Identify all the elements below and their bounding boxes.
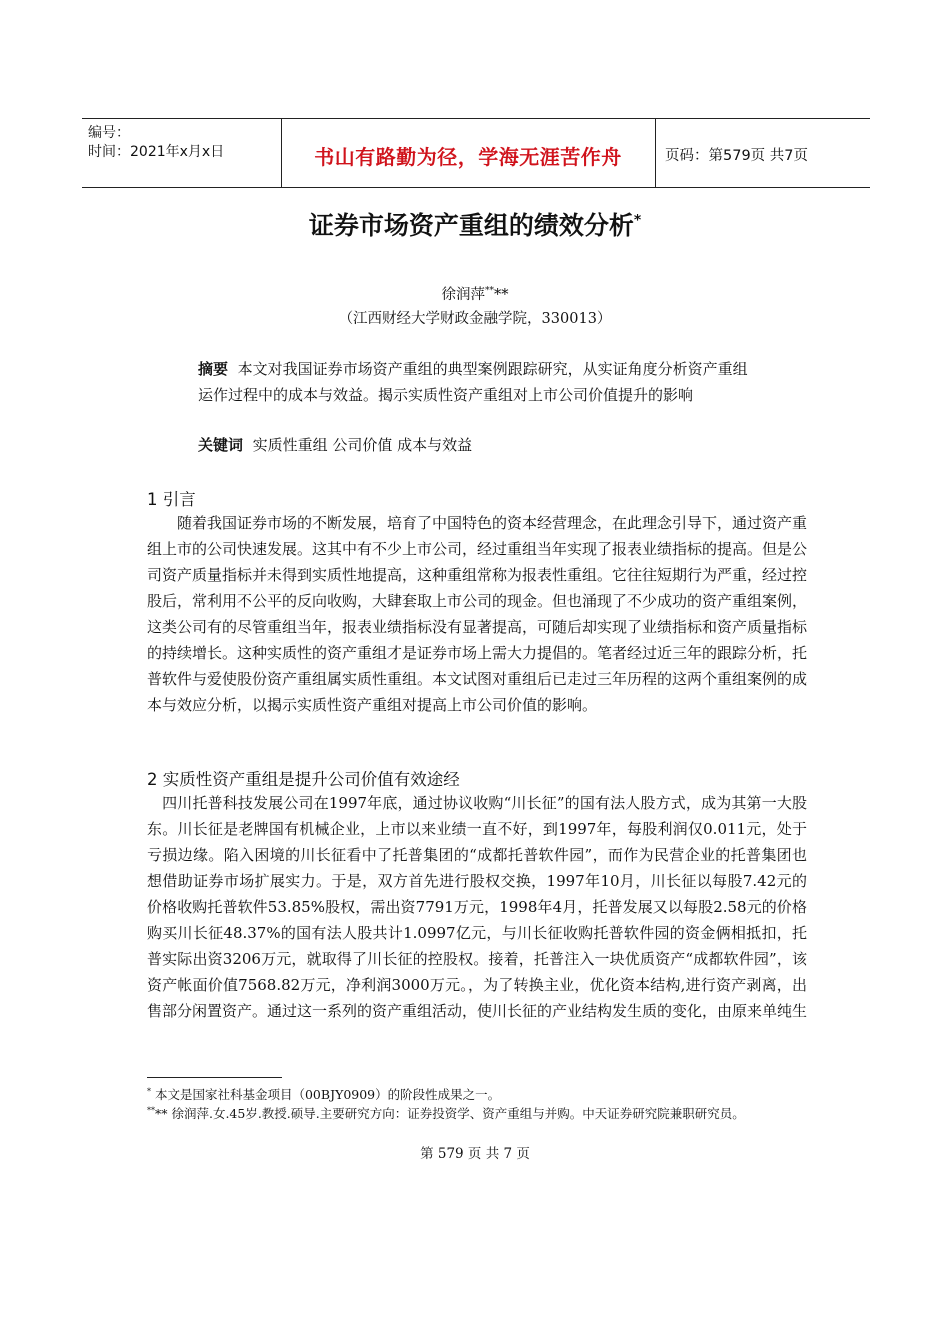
number-label: 编号： xyxy=(88,125,130,141)
page-label: 页码：第579页 共7页 xyxy=(665,148,809,164)
abstract xyxy=(198,356,758,408)
paper-title: 证券市场资产重组的绩效分析* xyxy=(308,211,642,240)
page-footer: 第 579 页 共 7 页 xyxy=(420,1146,530,1162)
footnote-2: **** 徐润萍.女.45岁.教授.硕导.主要研究方向：证券投资学、资产重组与并购。中天证券研究院兼职研究员。 xyxy=(147,1106,745,1122)
header-info-cell xyxy=(82,119,282,187)
abstract-text: 本文对我国证券市场资产重组的典型案例跟踪研究，从实证角度分析资产重组运作过程中的成本与效益。揭示实质性资产重组对上市公司价值提升的影响 xyxy=(198,360,748,404)
keywords-text: 实质性重组 公司价值 成本与效益 xyxy=(252,436,473,454)
document-header xyxy=(82,118,870,188)
keywords-label: 关键词 xyxy=(198,436,244,454)
keywords xyxy=(198,434,472,455)
abstract-label: 摘要 xyxy=(198,360,229,378)
header-motto-cell xyxy=(281,119,656,187)
footnote-divider xyxy=(147,1077,282,1078)
affiliation: （江西财经大学财政金融学院，330013） xyxy=(338,311,612,327)
section-body-restructuring: 四川托普科技发展公司在1997年底，通过协议收购“川长征”的国有法人股方式，成为其第一大股东。川长征是老牌国有机械企业，上市以来业绩一直不好，到1997年，每股利润仅0.011元，处于亏损边缘。陷入困境的川长征看中了托普集团的“成都托普软件园”，而作为民营企业的托普集团也想借助证券市场扩展实力。于是，双方首先进行股权交换，1997年10月，川长征以每股7.42元的价格收购托普软件53.85%股权，需出资7791万元，1998年4月，托普发展又以每股2.58元的价格购买川长征48.37%的国有法人股共计1.0997亿元，与川长征收购托普软件园的资金俩相抵扣，托普实际出资3206万元，就取得了川长征的控股权。接着，托普注入一块优质资产“成都软件园”，该资产帐面价值7568.82万元，净利润3000万元。，为了转换主业，优化资本结构,进行资产剥离，出售部分闲置资产。通过这一系列的资产重组活动，使川长征的产业结构发生质的变化，由原来单纯生 xyxy=(147,794,808,1020)
title-footnote-mark: * xyxy=(633,212,642,229)
author-footnote-mark: ** xyxy=(485,286,494,297)
section-heading-restructuring: 2 实质性资产重组是提升公司价值有效途经 xyxy=(147,770,460,789)
section-body-intro: 随着我国证券市场的不断发展，培育了中国特色的资本经营理念，在此理念引导下，通过资产重组上市的公司快速发展。这其中有不少上市公司，经过重组当年实现了报表业绩指标的提高。但是公司资产质量指标并未得到实质性地提高，这种重组常称为报表性重组。它往往短期行为严重，经过控股后，常利用不公平的反向收购，大肆套取上市公司的现金。但也涌现了不少成功的资产重组案例，这类公司有的尽管重组当年，报表业绩指标没有显著提高，可随后却实现了业绩指标和资产质量指标的持续增长。这种实质性的资产重组才是证券市场上需大力提倡的。笔者经过近三年的跟踪分析，托普软件与爱使股份资产重组属实质性重组。本文试图对重组后已走过三年历程的这两个重组案例的成本与效应分析，以揭示实质性资产重组对提高上市公司价值的影响。 xyxy=(147,514,808,714)
header-page-cell xyxy=(655,119,870,187)
footnote-1: * 本文是国家社科基金项目（00BJY0909）的阶段性成果之一。 xyxy=(147,1087,501,1103)
motto: 书山有路勤为径，学海无涯苦作舟 xyxy=(314,145,622,169)
time-label: 时间：2021年x月x日 xyxy=(88,144,225,160)
section-heading-intro: 1 引言 xyxy=(147,490,196,509)
author: 徐润萍**** xyxy=(441,286,509,303)
